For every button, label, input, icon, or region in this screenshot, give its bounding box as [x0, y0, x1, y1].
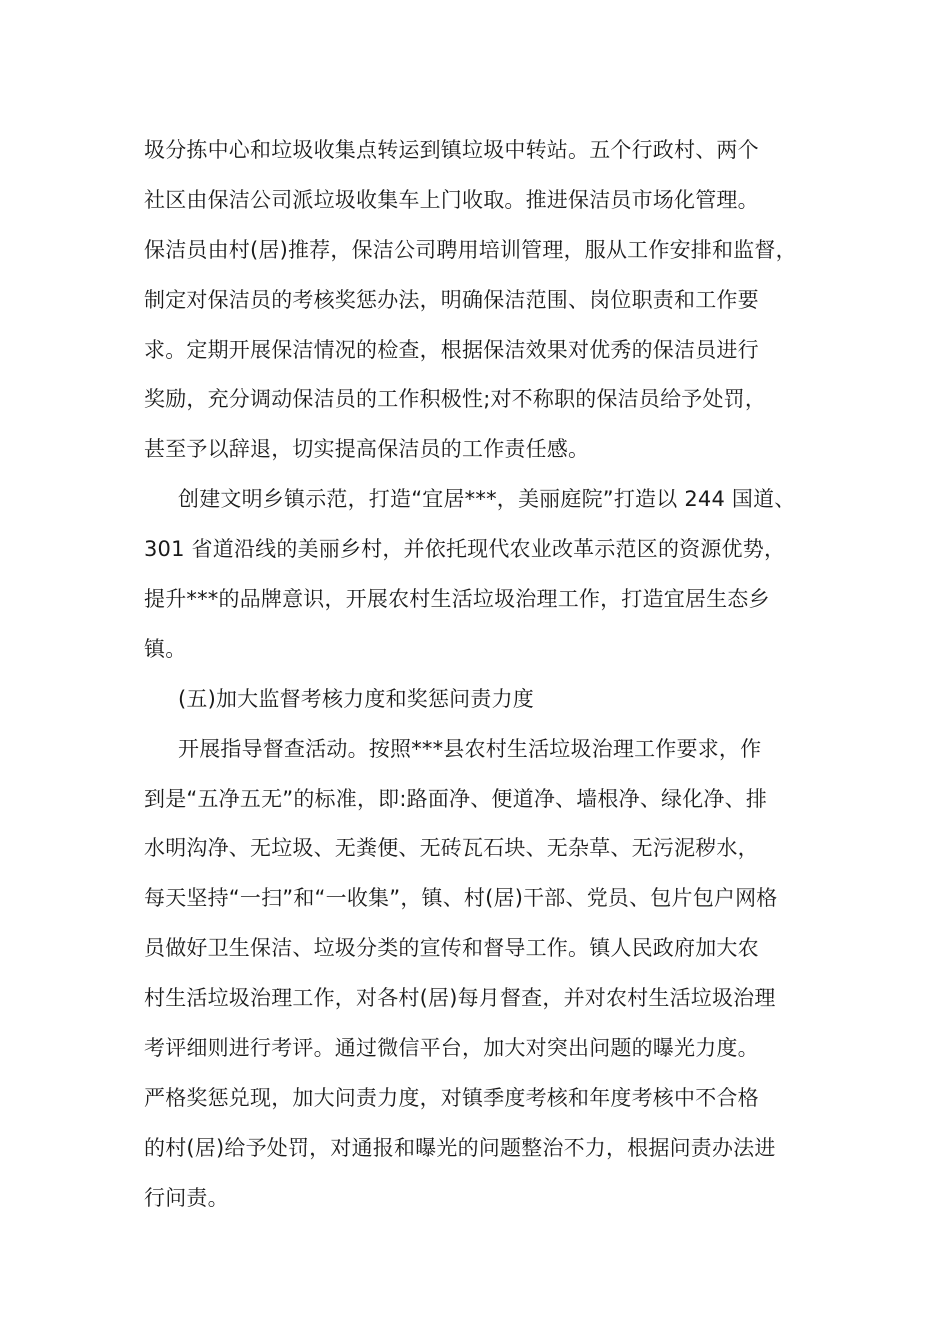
text-line: 的村(居)给予处罚，对通报和曝光的问题整治不力，根据问责办法进: [144, 1135, 776, 1160]
text-line: 到是“五净五无”的标准，即:路面净、便道净、墙根净、绿化净、排: [144, 786, 768, 811]
section-heading: (五)加大监督考核力度和奖惩问责力度: [178, 686, 534, 711]
text-line: 提升***的品牌意识，开展农村生活垃圾治理工作，打造宜居生态乡: [144, 587, 770, 612]
text-line: 村生活垃圾治理工作，对各村(居)每月督查，并对农村生活垃圾治理: [144, 986, 776, 1011]
text-line: 奖励，充分调动保洁员的工作积极性;对不称职的保洁员给予处罚，: [144, 387, 767, 412]
paragraph-start-line: 开展指导督查活动。按照***县农村生活垃圾治理工作要求，作: [178, 736, 762, 761]
text-line: 圾分拣中心和垃圾收集点转运到镇垃圾中转站。五个行政村、两个: [144, 138, 759, 162]
text-line: 员做好卫生保洁、垃圾分类的宣传和督导工作。镇人民政府加大农: [144, 936, 759, 961]
text-line: 行问责。: [144, 1185, 229, 1210]
text-line: 求。定期开展保洁情况的检查，根据保洁效果对优秀的保洁员进行: [144, 337, 759, 362]
paragraph-start-line: 创建文明乡镇示范，打造“宜居***，美丽庭院”打造以 244 国道、: [178, 487, 796, 512]
text-line: 每天坚持“一扫”和“一收集”，镇、村(居)干部、党员、包片包户网格: [144, 886, 778, 911]
text-line: 镇。: [144, 636, 187, 661]
text-line: 社区由保洁公司派垃圾收集车上门收取。推进保洁员市场化管理。: [144, 187, 759, 212]
text-line: 301 省道沿线的美丽乡村，并依托现代农业改革示范区的资源优势，: [144, 537, 786, 562]
body-text: [144, 126, 844, 1224]
text-line: 制定对保洁员的考核奖惩办法，明确保洁范围、岗位职责和工作要: [144, 287, 759, 312]
text-line: 甚至予以辞退，切实提高保洁员的工作责任感。: [144, 437, 590, 462]
text-line: 水明沟净、无垃圾、无粪便、无砖瓦石块、无杂草、无污泥秽水，: [144, 836, 759, 861]
text-line: 严格奖惩兑现，加大问责力度，对镇季度考核和年度考核中不合格: [144, 1085, 759, 1110]
text-line: 考评细则进行考评。通过微信平台，加大对突出问题的曝光力度。: [144, 1036, 759, 1061]
text-line: 保洁员由村(居)推荐，保洁公司聘用培训管理，服从工作安排和监督，: [144, 237, 797, 262]
